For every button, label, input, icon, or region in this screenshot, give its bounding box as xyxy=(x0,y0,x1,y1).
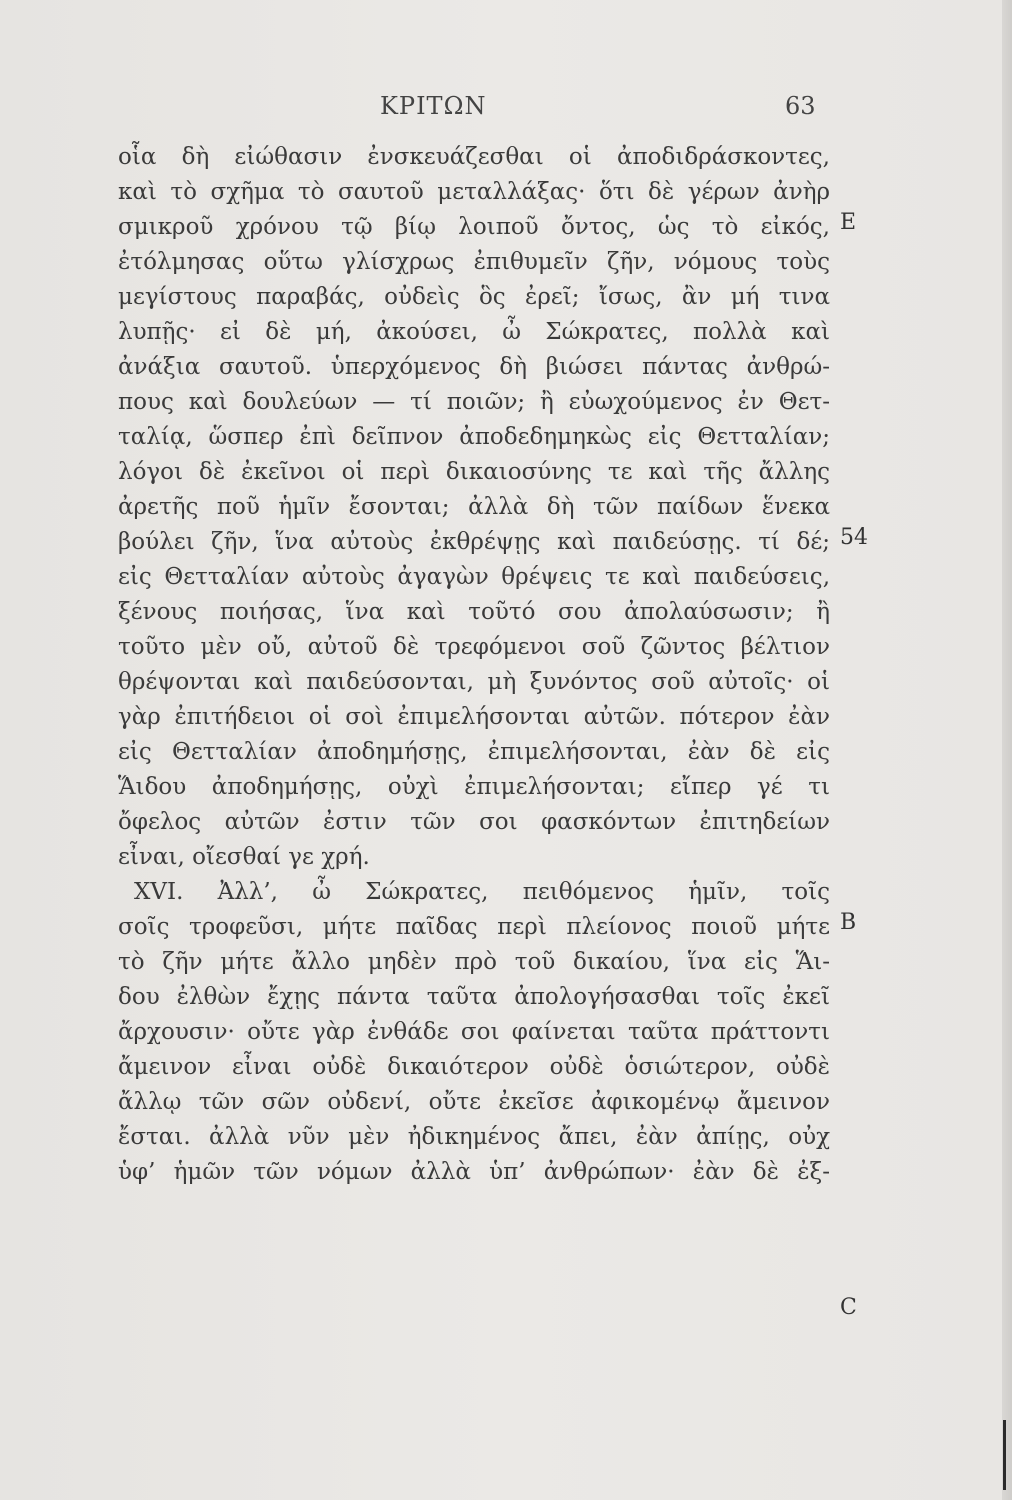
text-line: Ἅιδου ἀποδημήσῃς, οὐχὶ ἐπιμελήσονται; εἴπερ γέ τι xyxy=(118,774,830,800)
main-text xyxy=(118,140,830,1190)
text-line: πους καὶ δουλεύων — τί ποιῶν; ἢ εὐωχούμενος ἐν Θετ- xyxy=(118,389,830,415)
text-line: ὄφελος αὐτῶν ἐστιν τῶν σοι φασκόντων ἐπιτηδείων xyxy=(118,809,830,835)
text-line: ταλίᾳ, ὥσπερ ἐπὶ δεῖπνον ἀποδεδημηκὼς εἰς Θετταλίαν; xyxy=(118,424,830,450)
text-line: θρέψονται καὶ παιδεύσονται, μὴ ξυνόντος σοῦ αὐτοῖς· οἱ xyxy=(118,669,830,695)
page-number: 63 xyxy=(785,92,816,120)
text-line: εἰς Θετταλίαν αὐτοὺς ἀγαγὼν θρέψεις τε καὶ παιδεύσεις, xyxy=(118,564,830,590)
text-line: ὑφ’ ἡμῶν τῶν νόμων ἀλλὰ ὑπ’ ἀνθρώπων· ἐὰν δὲ ἐξ- xyxy=(118,1159,830,1185)
text-line: ἄμεινον εἶναι οὐδὲ δικαιότερον οὐδὲ ὁσιώτερον, οὐδὲ xyxy=(118,1054,830,1080)
text-line: τοῦτο μὲν οὔ, αὐτοῦ δὲ τρεφόμενοι σοῦ ζῶντος βέλτιον xyxy=(118,634,830,660)
page-edge xyxy=(1002,0,1012,1500)
text-line: σοῖς τροφεῦσι, μήτε παῖδας περὶ πλείονος ποιοῦ μήτε xyxy=(118,914,830,940)
text-line: ἀρετῆς ποῦ ἡμῖν ἔσονται; ἀλλὰ δὴ τῶν παίδων ἕνεκα xyxy=(118,494,830,520)
text-line: μεγίστους παραβάς, οὐδεὶς ὃς ἐρεῖ; ἴσως, ἂν μή τινα xyxy=(118,284,830,310)
text-line: εἶναι, οἴεσθαί γε χρή. xyxy=(118,844,370,870)
text-line: ἔσται. ἀλλὰ νῦν μὲν ἠδικημένος ἄπει, ἐὰν ἀπίῃς, οὐχ xyxy=(118,1124,830,1150)
text-line: ἐτόλμησας οὕτω γλίσχρως ἐπιθυμεῖν ζῆν, νόμους τοὺς xyxy=(118,249,830,275)
text-line: εἰς Θετταλίαν ἀποδημήσῃς, ἐπιμελήσονται, ἐὰν δὲ εἰς xyxy=(118,739,830,765)
page-header xyxy=(0,92,1012,126)
margin-letter-c: C xyxy=(840,1295,857,1320)
edge-mark xyxy=(1003,1420,1006,1490)
text-line: XVI. Ἀλλ’, ὦ Σώκρατες, πειθόμενος ἡμῖν, τοῖς xyxy=(134,879,830,905)
text-line: δου ἐλθὼν ἔχῃς πάντα ταῦτα ἀπολογήσασθαι τοῖς ἐκεῖ xyxy=(118,984,830,1010)
margin-number-54: 54 xyxy=(840,525,868,550)
text-line: σμικροῦ χρόνου τῷ βίῳ λοιποῦ ὄντος, ὡς τὸ εἰκός, xyxy=(118,214,830,240)
text-line: τὸ ζῆν μήτε ἄλλο μηδὲν πρὸ τοῦ δικαίου, ἵνα εἰς Ἅι- xyxy=(118,949,830,975)
running-title: ΚΡΙΤΩΝ xyxy=(380,92,487,120)
text-line: καὶ τὸ σχῆμα τὸ σαυτοῦ μεταλλάξας· ὅτι δὲ γέρων ἀνὴρ xyxy=(118,179,830,205)
text-line: λόγοι δὲ ἐκεῖνοι οἱ περὶ δικαιοσύνης τε καὶ τῆς ἄλλης xyxy=(118,459,830,485)
text-line: ἄλλῳ τῶν σῶν οὐδενί, οὔτε ἐκεῖσε ἀφικομένῳ ἄμεινον xyxy=(118,1089,830,1115)
text-line: ἀνάξια σαυτοῦ. ὑπερχόμενος δὴ βιώσει πάντας ἀνθρώ- xyxy=(118,354,830,380)
text-line: γὰρ ἐπιτήδειοι οἱ σοὶ ἐπιμελήσονται αὐτῶν. πότερον ἐὰν xyxy=(118,704,830,730)
text-line: ἄρχουσιν· οὔτε γὰρ ἐνθάδε σοι φαίνεται ταῦτα πράττοντι xyxy=(118,1019,830,1045)
text-line: ξένους ποιήσας, ἵνα καὶ τοῦτό σου ἀπολαύσωσιν; ἢ xyxy=(118,599,830,625)
margin-letter-e: E xyxy=(840,210,857,235)
text-line: βούλει ζῆν, ἵνα αὐτοὺς ἐκθρέψῃς καὶ παιδεύσῃς. τί δέ; xyxy=(118,529,830,555)
margin-letter-b: B xyxy=(840,910,857,935)
text-line: οἷα δὴ εἰώθασιν ἐνσκευάζεσθαι οἱ ἀποδιδράσκοντες, xyxy=(118,144,830,170)
text-line: λυπῇς· εἰ δὲ μή, ἀκούσει, ὦ Σώκρατες, πολλὰ καὶ xyxy=(118,319,830,345)
